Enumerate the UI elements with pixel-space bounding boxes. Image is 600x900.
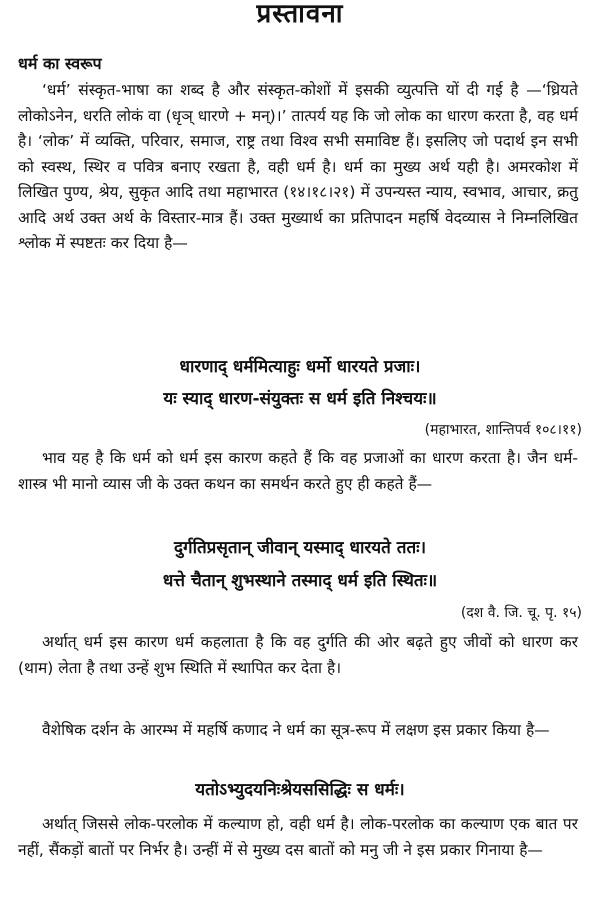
verse-2-line-1: दुर्गतिप्रसृतान् जीवान् यस्माद् धारयते ततः। (173, 538, 427, 558)
paragraph-vaisheshika: वैशेषिक दर्शन के आरम्भ में महर्षि कणाद ने धर्म का सूत्र-रूप में लक्षण इस प्रकार किया है— (42, 721, 550, 739)
paragraph-manu: अर्थात् जिससे लोक-परलोक में कल्याण हो, वही धर्म है। लोक-परलोक का कल्याण एक बात पर नहीं, सैंकड़ों बातों पर निर्भर है। उन्हीं में से मुख्य दस बातों को मनु जी ने इस प्रकार गिनाया है— (18, 815, 578, 859)
verse-1-line-2: यः स्याद् धारण-संयुक्तः स धर्म इति निश्चयः॥ (163, 389, 437, 409)
citation-mahabharata: (महाभारत, शान्तिपर्व १०८।११) (424, 422, 582, 438)
section-heading: धर्म का स्वरूप (18, 54, 102, 73)
paragraph-meaning: अर्थात् धर्म इस कारण धर्म कहलाता है कि वह दुर्गति की ओर बढ़ते हुए जीवों को धारण कर (थाम) लेता है तथा उन्हें शुभ स्थिति में स्थापित कर देता है। (18, 633, 578, 677)
paragraph-intro: ‘धर्म’ संस्कृत-भाषा का शब्द है और संस्कृत-कोशों में इसकी व्युत्पत्ति यों दी गई है —‘ध्रियते लोकोऽनेन, धरति लोकं वा (धृञ् धारणे + मन्)।’ तात्पर्य यह कि जो लोक का धारण करता है, वह धर्म है। ‘लोक’ में व्यक्ति, परिवार, समाज, राष्ट्र तथा विश्व सभी समाविष्ट हैं। इसलिए जो पदार्थ इन सभी को स्वस्थ, स्थिर व पवित्र बनाए रखता है, वही धर्म है। धर्म का मुख्य अर्थ यही है। अमरकोश में लिखित पुण्य, श्रेय, सुकृत आदि तथा महाभारत (१४।१८।२१) में उपन्यस्त न्याय, स्वभाव, आचार, क्रतु आदि अर्थ उक्त अर्थ के विस्तार-मात्र हैं। उक्त मुख्यार्थ का प्रतिपादन महर्षि वेदव्यास ने निम्नलिखित श्लोक में स्पष्टतः कर दिया है— (18, 81, 578, 252)
paragraph-jain: भाव यह है कि धर्म को धर्म इस कारण कहते हैं कि वह प्रजाओं का धारण करता है। जैन धर्म-शास्त्र भी मानो व्यास जी के उक्त कथन का समर्थन करते हुए ही कहते हैं— (18, 449, 578, 493)
verse-3-line-1: यतोऽभ्युदयनिःश्रेयससिद्धिः स धर्मः। (195, 780, 405, 800)
citation-dasha-vaikalika: (दश वै. जि. चू. पृ. १५) (460, 605, 582, 621)
verse-1-line-1: धारणाद् धर्ममित्याहुः धर्मो धारयते प्रजाः। (179, 357, 421, 377)
verse-2-line-2: धत्ते चैतान् शुभस्थाने तस्माद् धर्म इति स्थितः॥ (162, 571, 438, 591)
page-title: प्रस्तावना (256, 0, 344, 29)
